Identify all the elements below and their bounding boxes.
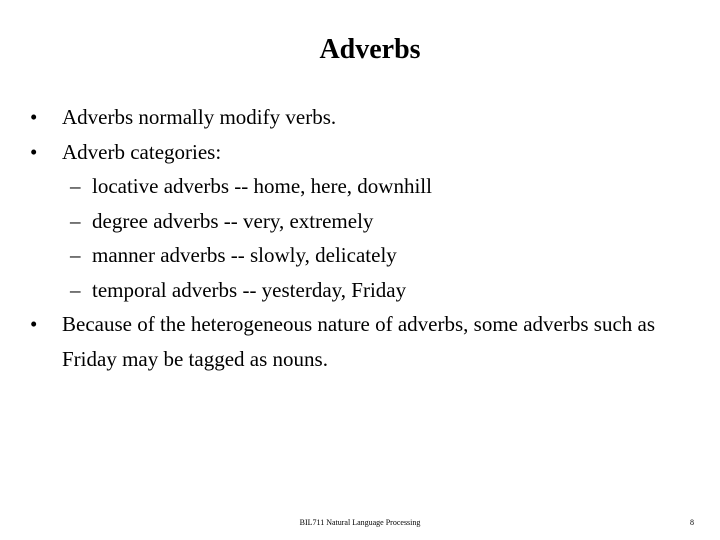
bullet-item [30,100,690,135]
page-number: 8 [690,518,694,527]
bullet-text: Adverbs normally modify verbs. [62,105,337,129]
bullet-text: Adverb categories: [62,139,222,164]
bullet-icon: • [30,139,38,164]
slide-title: Adverbs [319,34,421,65]
sub-item [30,238,690,273]
sub-item [30,273,690,308]
sub-item-text: degree adverbs -- very, extremely [92,208,374,233]
sub-item [30,204,690,239]
bullet-item [30,307,690,376]
dash-icon: – [70,208,81,233]
dash-icon: – [70,277,81,302]
dash-icon: – [70,174,81,198]
slide-footer [0,515,720,531]
bullet-text: Because of the heterogeneous nature of adverbs, some adverbs such as Friday may be tagged as nouns. [62,312,656,371]
slide-body [30,100,690,376]
dash-icon: – [70,243,81,267]
bullet-icon: • [30,312,38,336]
sub-item-text: temporal adverbs -- yesterday, Friday [92,277,407,302]
bullet-item [30,135,690,170]
sub-item-text: locative adverbs -- home, here, downhill [92,174,432,198]
sub-item [30,169,690,204]
sub-item-text: manner adverbs -- slowly, delicately [92,243,397,267]
bullet-icon: • [30,105,38,129]
footer-course: BIL711 Natural Language Processing [299,518,421,527]
